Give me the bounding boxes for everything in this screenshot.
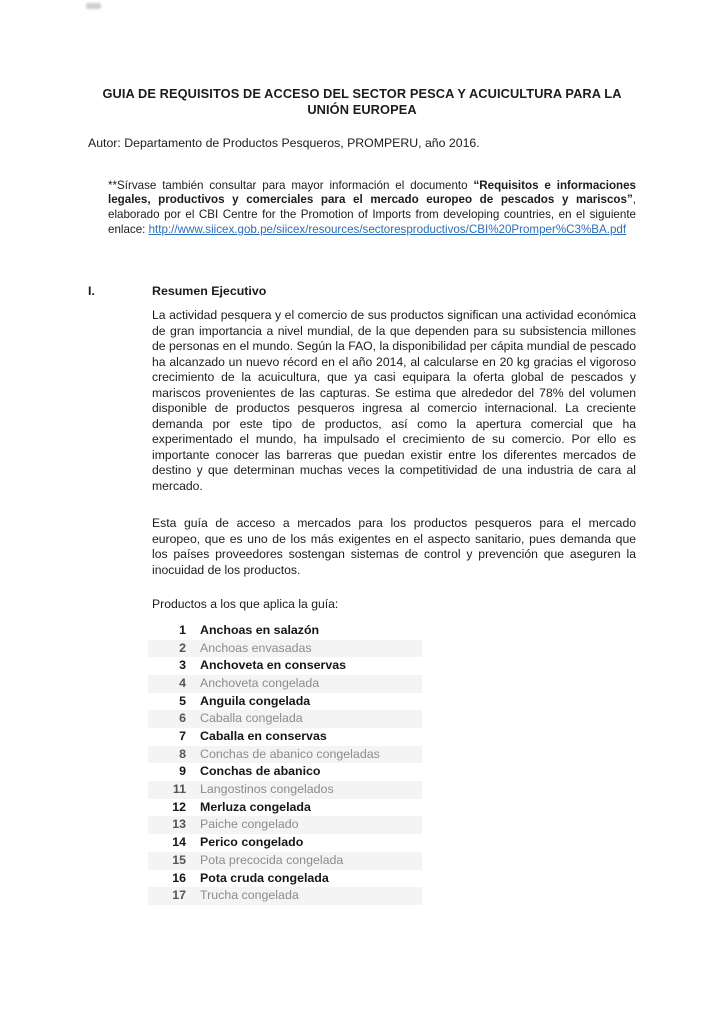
product-label: Conchas de abanico (200, 764, 321, 779)
product-label: Paiche congelado (200, 817, 299, 832)
product-number: 12 (172, 799, 186, 814)
product-row (148, 640, 422, 658)
product-row (148, 852, 422, 870)
product-number: 3 (179, 658, 186, 673)
section-heading-label: Resumen Ejecutivo (152, 283, 267, 298)
product-label: Anchoas envasadas (200, 640, 312, 655)
product-label: Anchoas en salazón (200, 622, 320, 637)
product-number: 6 (179, 711, 186, 726)
product-label: Conchas de abanico congeladas (200, 746, 380, 761)
product-row (148, 887, 422, 905)
product-row (148, 834, 422, 852)
product-number: 15 (172, 852, 186, 867)
product-label: Langostinos congelados (200, 782, 334, 797)
product-number: 1 (179, 622, 186, 637)
product-row (148, 763, 422, 781)
product-label: Anchoveta congelada (200, 675, 320, 690)
product-row (148, 693, 422, 711)
product-row (148, 799, 422, 817)
section-heading (88, 284, 724, 300)
note-document-title: “Requisitos e informaciones legales, productivos y comerciales para el mercado europeo de pescados y mariscos” (108, 178, 636, 207)
product-label: Perico congelado (200, 835, 304, 850)
product-label: Caballa congelada (200, 711, 303, 726)
product-label: Anchoveta en conservas (200, 658, 346, 673)
page-title-line2: UNIÓN EUROPEA (307, 101, 417, 117)
product-row (148, 622, 422, 640)
product-number: 8 (179, 746, 186, 761)
note-text-end: , elaborado por el CBI Centre for the Promotion of Imports from developing countries, en el siguiente enlace: (108, 193, 636, 237)
product-number: 17 (172, 888, 186, 903)
product-number: 4 (179, 675, 186, 690)
author-line: Autor: Departamento de Productos Pesqueros, PROMPERU, año 2016. (88, 136, 480, 151)
page-title-line1: GUIA DE REQUISITOS DE ACCESO DEL SECTOR PESCA Y ACUICULTURA PARA LA (102, 86, 622, 101)
product-number: 16 (172, 870, 186, 885)
product-number: 9 (179, 764, 186, 779)
product-list (148, 622, 422, 905)
product-label: Pota precocida congelada (200, 852, 344, 867)
product-label: Anguila congelada (200, 693, 311, 708)
product-label: Trucha congelada (200, 888, 299, 903)
product-row (148, 870, 422, 888)
product-row (148, 675, 422, 693)
note-text-start: **Sírvase también consultar para mayor información el documento (108, 178, 474, 192)
product-label: Merluza congelada (200, 799, 311, 814)
paragraph-executive-summary-1: La actividad pesquera y el comercio de sus productos significan una actividad económica de gran importancia a nivel mundial, de la que dependen para su subsistencia millones de personas en el mundo. Según la FAO, la disponibilidad per cápita mundial de pescado ha alcanzado un nuevo récord en el año 2014, al calcularse en 20 kg gracias el vigoroso crecimiento de la acuicultura, que ya casi equipara la oferta global de pescados y mariscos provenientes de las capturas. Se estima que alrededor del 78% del volumen disponible de productos pesqueros ingresa al comercio internacional. La creciente demanda por este tipo de productos, así como la apertura comercial que ha experimentado el mundo, ha impulsado el crecimiento de su comercio. Por ello es importante conocer las barreras que puedan existir entre los diferentes mercados de destino y que determinan muchas veces la competitividad de una industria de cara al mercado. (152, 308, 636, 493)
product-row (148, 728, 422, 746)
page-title (60, 86, 664, 117)
product-label: Caballa en conservas (200, 729, 327, 743)
scan-artifact (86, 3, 101, 9)
product-row (148, 710, 422, 728)
note-paragraph (108, 179, 636, 238)
product-number: 13 (172, 817, 186, 832)
product-row (148, 816, 422, 834)
products-intro: Productos a los que aplica la guía: (152, 597, 339, 612)
product-label: Pota cruda congelada (200, 870, 329, 885)
paragraph-executive-summary-2: Esta guía de acceso a mercados para los productos pesqueros para el mercado europeo, que es uno de los más exigentes en el aspecto sanitario, pues demanda que los países proveedores sostengan sistemas de control y prevención que aseguren la inocuidad de los productos. (152, 516, 636, 577)
product-number: 11 (172, 782, 186, 797)
product-number: 5 (179, 693, 186, 708)
product-row (148, 781, 422, 799)
product-number: 14 (172, 835, 186, 850)
product-number: 2 (179, 640, 186, 655)
product-row (148, 746, 422, 764)
product-number: 7 (179, 729, 186, 743)
product-row (148, 657, 422, 675)
section-numeral: I. (88, 283, 95, 298)
external-link[interactable]: http://www.siicex.gob.pe/siicex/resources/sectoresproductivos/CBI%20Promper%C3%BA.pdf (148, 223, 627, 237)
